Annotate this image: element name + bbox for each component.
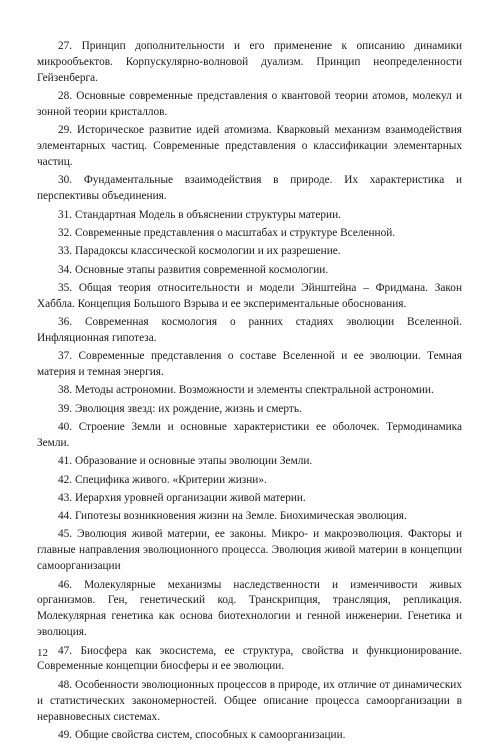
question-item-49: 49. Общие свойства систем, способных к самоорганизации. bbox=[58, 728, 346, 741]
question-item-46: 46. Молекулярные механизмы наследственности и изменчивости живых организмов. Ген, генетический код. Транскрипция, трансляция, репликация. Молекулярная генетика как основа биотехнологии и генной инженерии. Генетика и эволюция. bbox=[37, 578, 462, 639]
question-item-33: 33. Парадоксы классической космологии и их разрешение. bbox=[58, 245, 341, 258]
question-item-43: 43. Иерархия уровней организации живой материи. bbox=[58, 491, 306, 504]
question-item-48: 48. Особенности эволюционных процессов в природе, их отличие от динамических и статистических закономерностей. Общее описание процесса самоорганизации в неравновесных системах. bbox=[37, 678, 462, 723]
question-item-36: 36. Современная космология о ранних стадиях эволюции Вселенной. Инфляционная гипотеза. bbox=[37, 316, 462, 344]
question-item-41: 41. Образование и основные этапы эволюции Земли. bbox=[58, 455, 313, 468]
question-item-39: 39. Эволюция звезд: их рождение, жизнь и смерть. bbox=[58, 402, 302, 415]
question-item-40: 40. Строение Земли и основные характеристики ее оболочек. Термодинамика Земли. bbox=[37, 421, 462, 449]
question-item-47: 47. Биосфера как экосистема, ее структура, свойства и функционирование. Современные концепции биосферы и ее эволюции. bbox=[37, 644, 462, 673]
question-item-34: 34. Основные этапы развития современной космологии. bbox=[58, 263, 329, 276]
question-item-29: 29. Историческое развитие идей атомизма. Кварковый механизм взаимодействия элементарных частиц. Современные представления о классификации элементарных частиц. bbox=[37, 124, 462, 169]
question-item-30: 30. Фундаментальные взаимодействия в природе. Их характеристика и перспективы объединения. bbox=[37, 174, 462, 203]
question-item-38: 38. Методы астрономии. Возможности и элементы спектральной астрономии. bbox=[58, 384, 434, 397]
question-item-45: 45. Эволюция живой материи, ее законы. Микро- и макроэволюция. Факторы и главные направления эволюционного процесса. Эволюция живой материи в концепции самоорганизации bbox=[37, 528, 462, 573]
question-item-35: 35. Общая теория относительности и модели Эйнштейна – Фридмана. Закон Хаббла. Концепция Большого Взрыва и ее экспериментальные обоснования. bbox=[37, 281, 462, 310]
question-list bbox=[37, 39, 462, 746]
question-item-31: 31. Стандартная Модель в объяснении структуры материи. bbox=[58, 208, 341, 221]
question-item-28: 28. Основные современные представления о квантовой теории атомов, молекул и зонной теории кристаллов. bbox=[37, 90, 462, 119]
question-item-44: 44. Гипотезы возникновения жизни на Земле. Биохимическая эволюция. bbox=[58, 510, 407, 523]
page-number: 12 bbox=[37, 647, 48, 659]
question-item-27: 27. Принцип дополнительности и его применение к описанию динамики микрообъектов. Корпускулярно-волновой дуализм. Принцип неопределенности Гейзенберга. bbox=[37, 40, 462, 84]
question-item-32: 32. Современные представления о масштабах и структуре Вселенной. bbox=[58, 226, 396, 239]
question-item-37: 37. Современные представления о составе Вселенной и ее эволюции. Темная материя и темная энергия. bbox=[37, 350, 462, 379]
question-item-42: 42. Специфика живого. «Критерии жизни». bbox=[58, 473, 267, 486]
